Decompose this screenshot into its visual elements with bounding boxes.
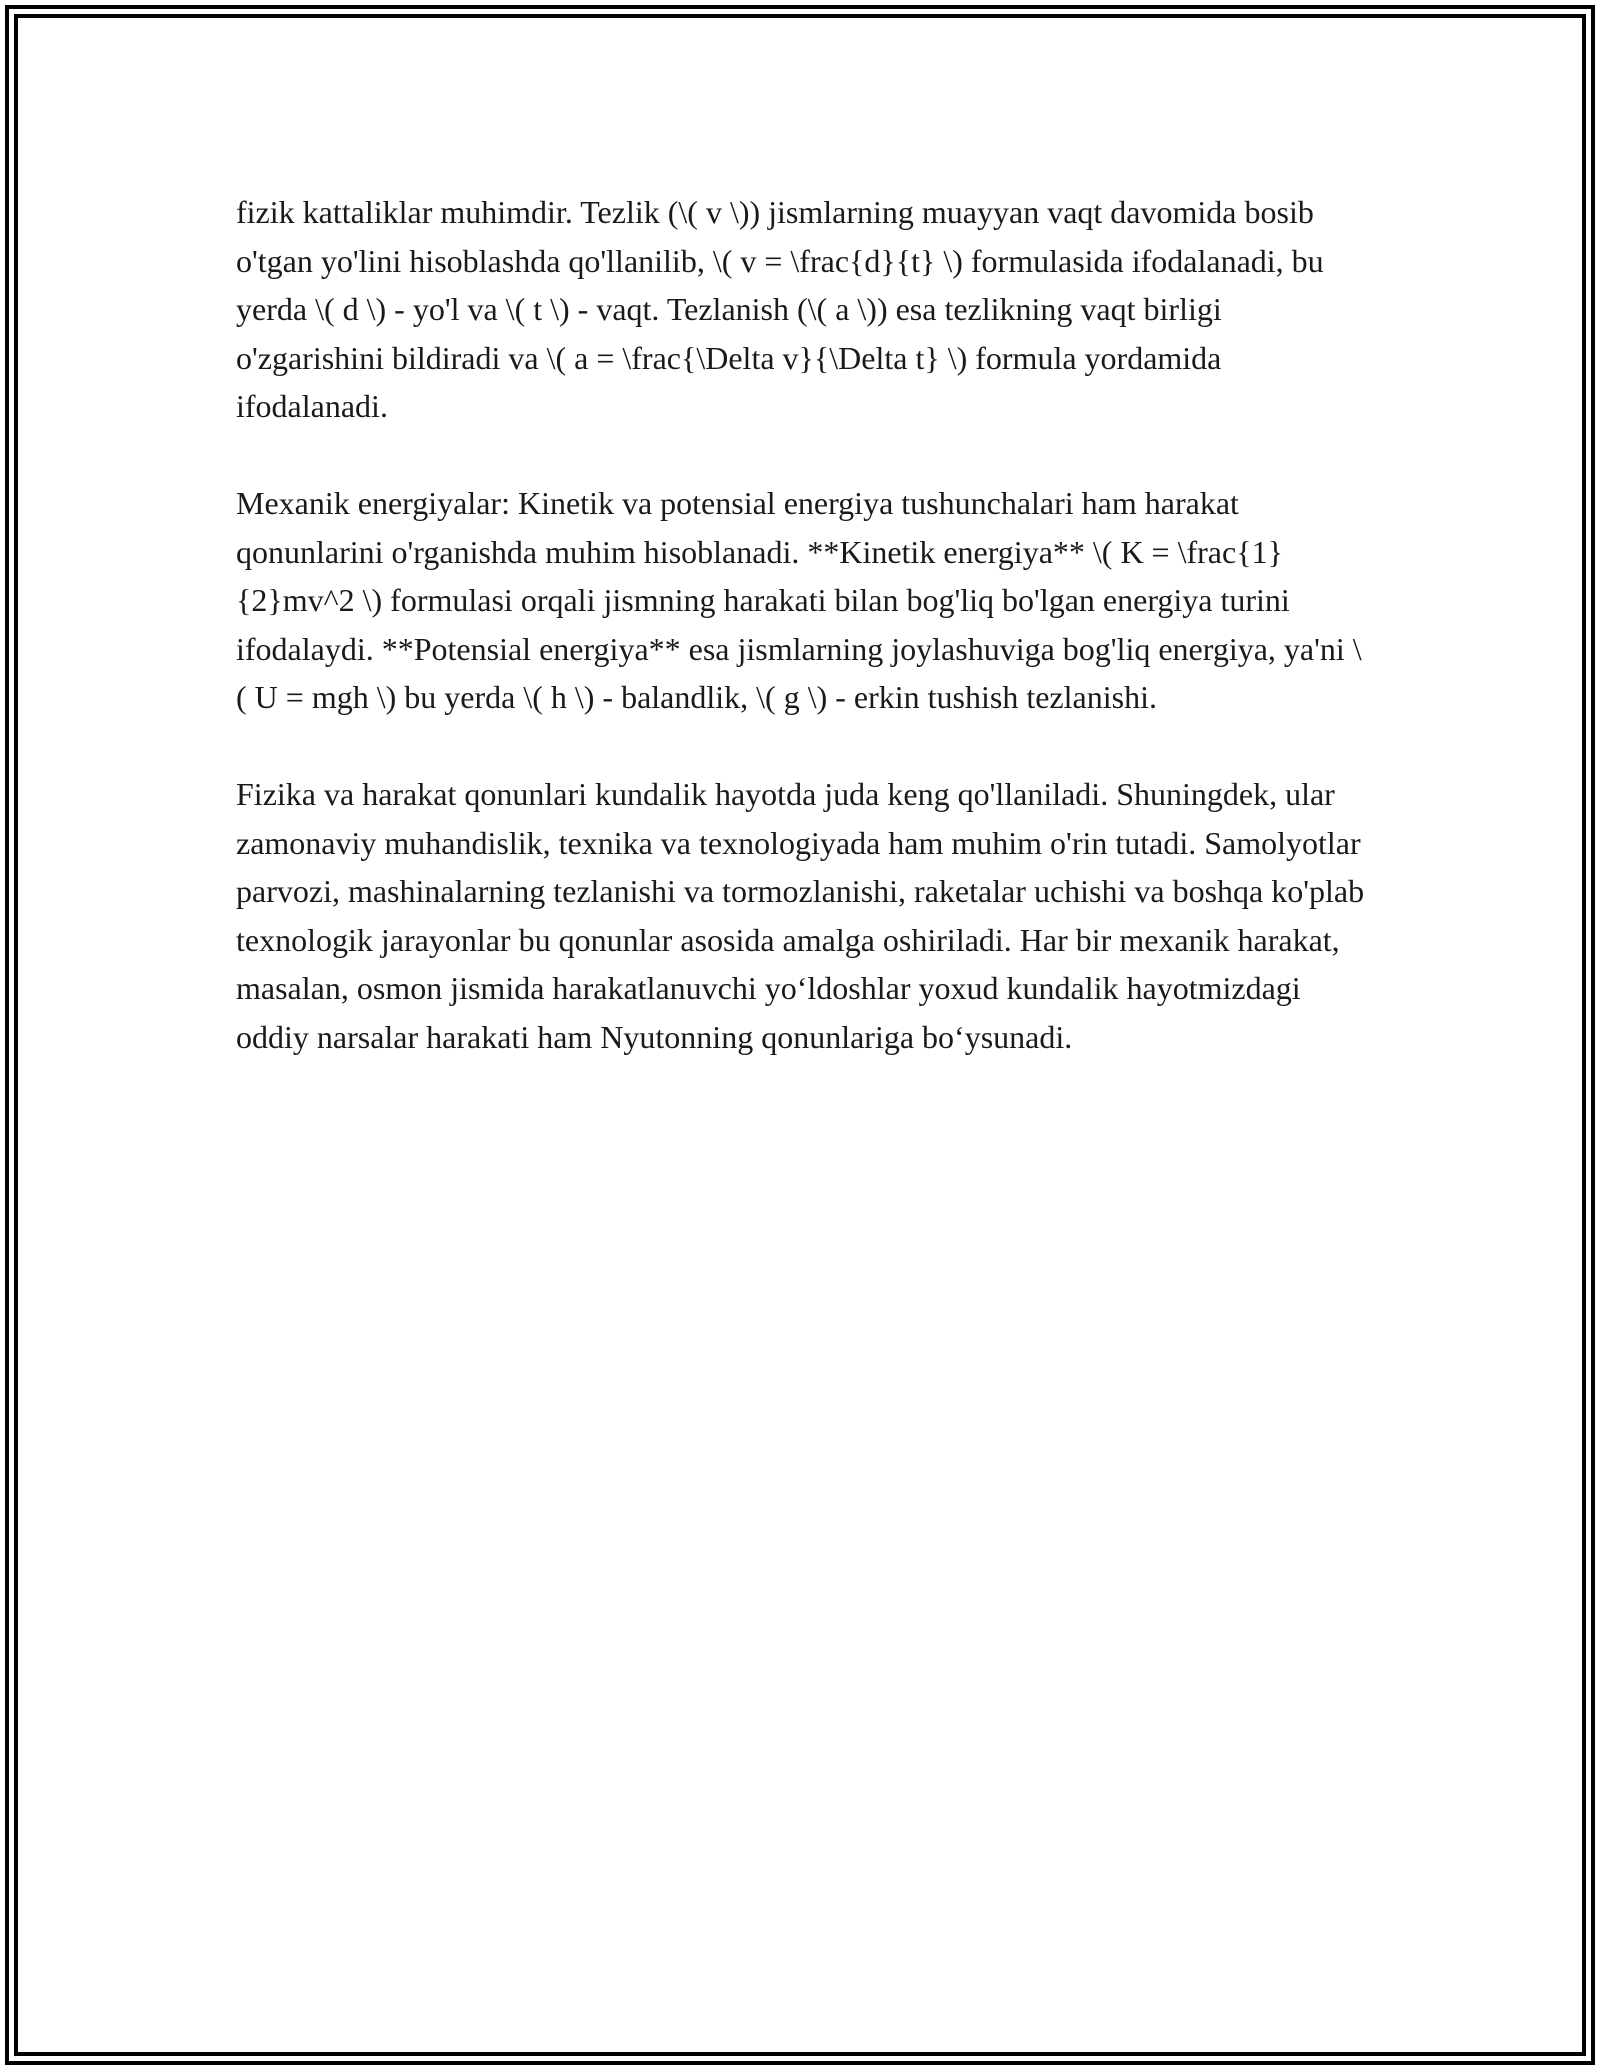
paragraph-kinematics: fizik kattaliklar muhimdir. Tezlik (\( v \)) jismlarning muayyan vaqt davomida bosib o'tgan yo'lini hisoblashda qo'llanilib, \( v = \frac{d}{t} \) formulasida ifodalanadi, bu yerda \( d \) - yo'l va \( t \) - vaqt. Tezlanish (\( a \)) esa tezlikning vaqt birligi o'zgarishini bildiradi va \( a = \frac{\Delta v}{\Delta t} \) formula yordamida ifodalanadi. [236, 194, 1324, 424]
paragraph-applications: Fizika va harakat qonunlari kundalik hayotda juda keng qo'llaniladi. Shuningdek, ular zamonaviy muhandislik, texnika va texnologiyada ham muhim o'rin tutadi. Samolyotlar parvozi, mashinalarning tezlanishi va tormozlanishi, raketalar uchishi va boshqa ko'plab texnologik jarayonlar bu qonunlar asosida amalga oshiriladi. Har bir mexanik harakat, masalan, osmon jismida harakatlanuvchi yo‘ldoshlar yoxud kundalik hayotmizdagi oddiy narsalar harakati ham Nyutonning qonunlariga bo‘ysunadi. [236, 776, 1365, 1055]
paragraph-mechanical-energy: Mexanik energiyalar: Kinetik va potensial energiya tushunchalari ham harakat qonunlarini o'rganishda muhim hisoblanadi. **Kinetik energiya** \( K = \frac{1}{2}mv^2 \) formulasi orqali jismning harakati bilan bog'liq bo'lgan energiya turini ifodalaydi. **Potensial energiya** esa jismlarning joylashuviga bog'liq energiya, ya'ni \( U = mgh \) bu yerda \( h \) - balandlik, \( g \) - erkin tushish tezlanishi. [236, 485, 1362, 715]
document-body [236, 188, 1366, 1061]
